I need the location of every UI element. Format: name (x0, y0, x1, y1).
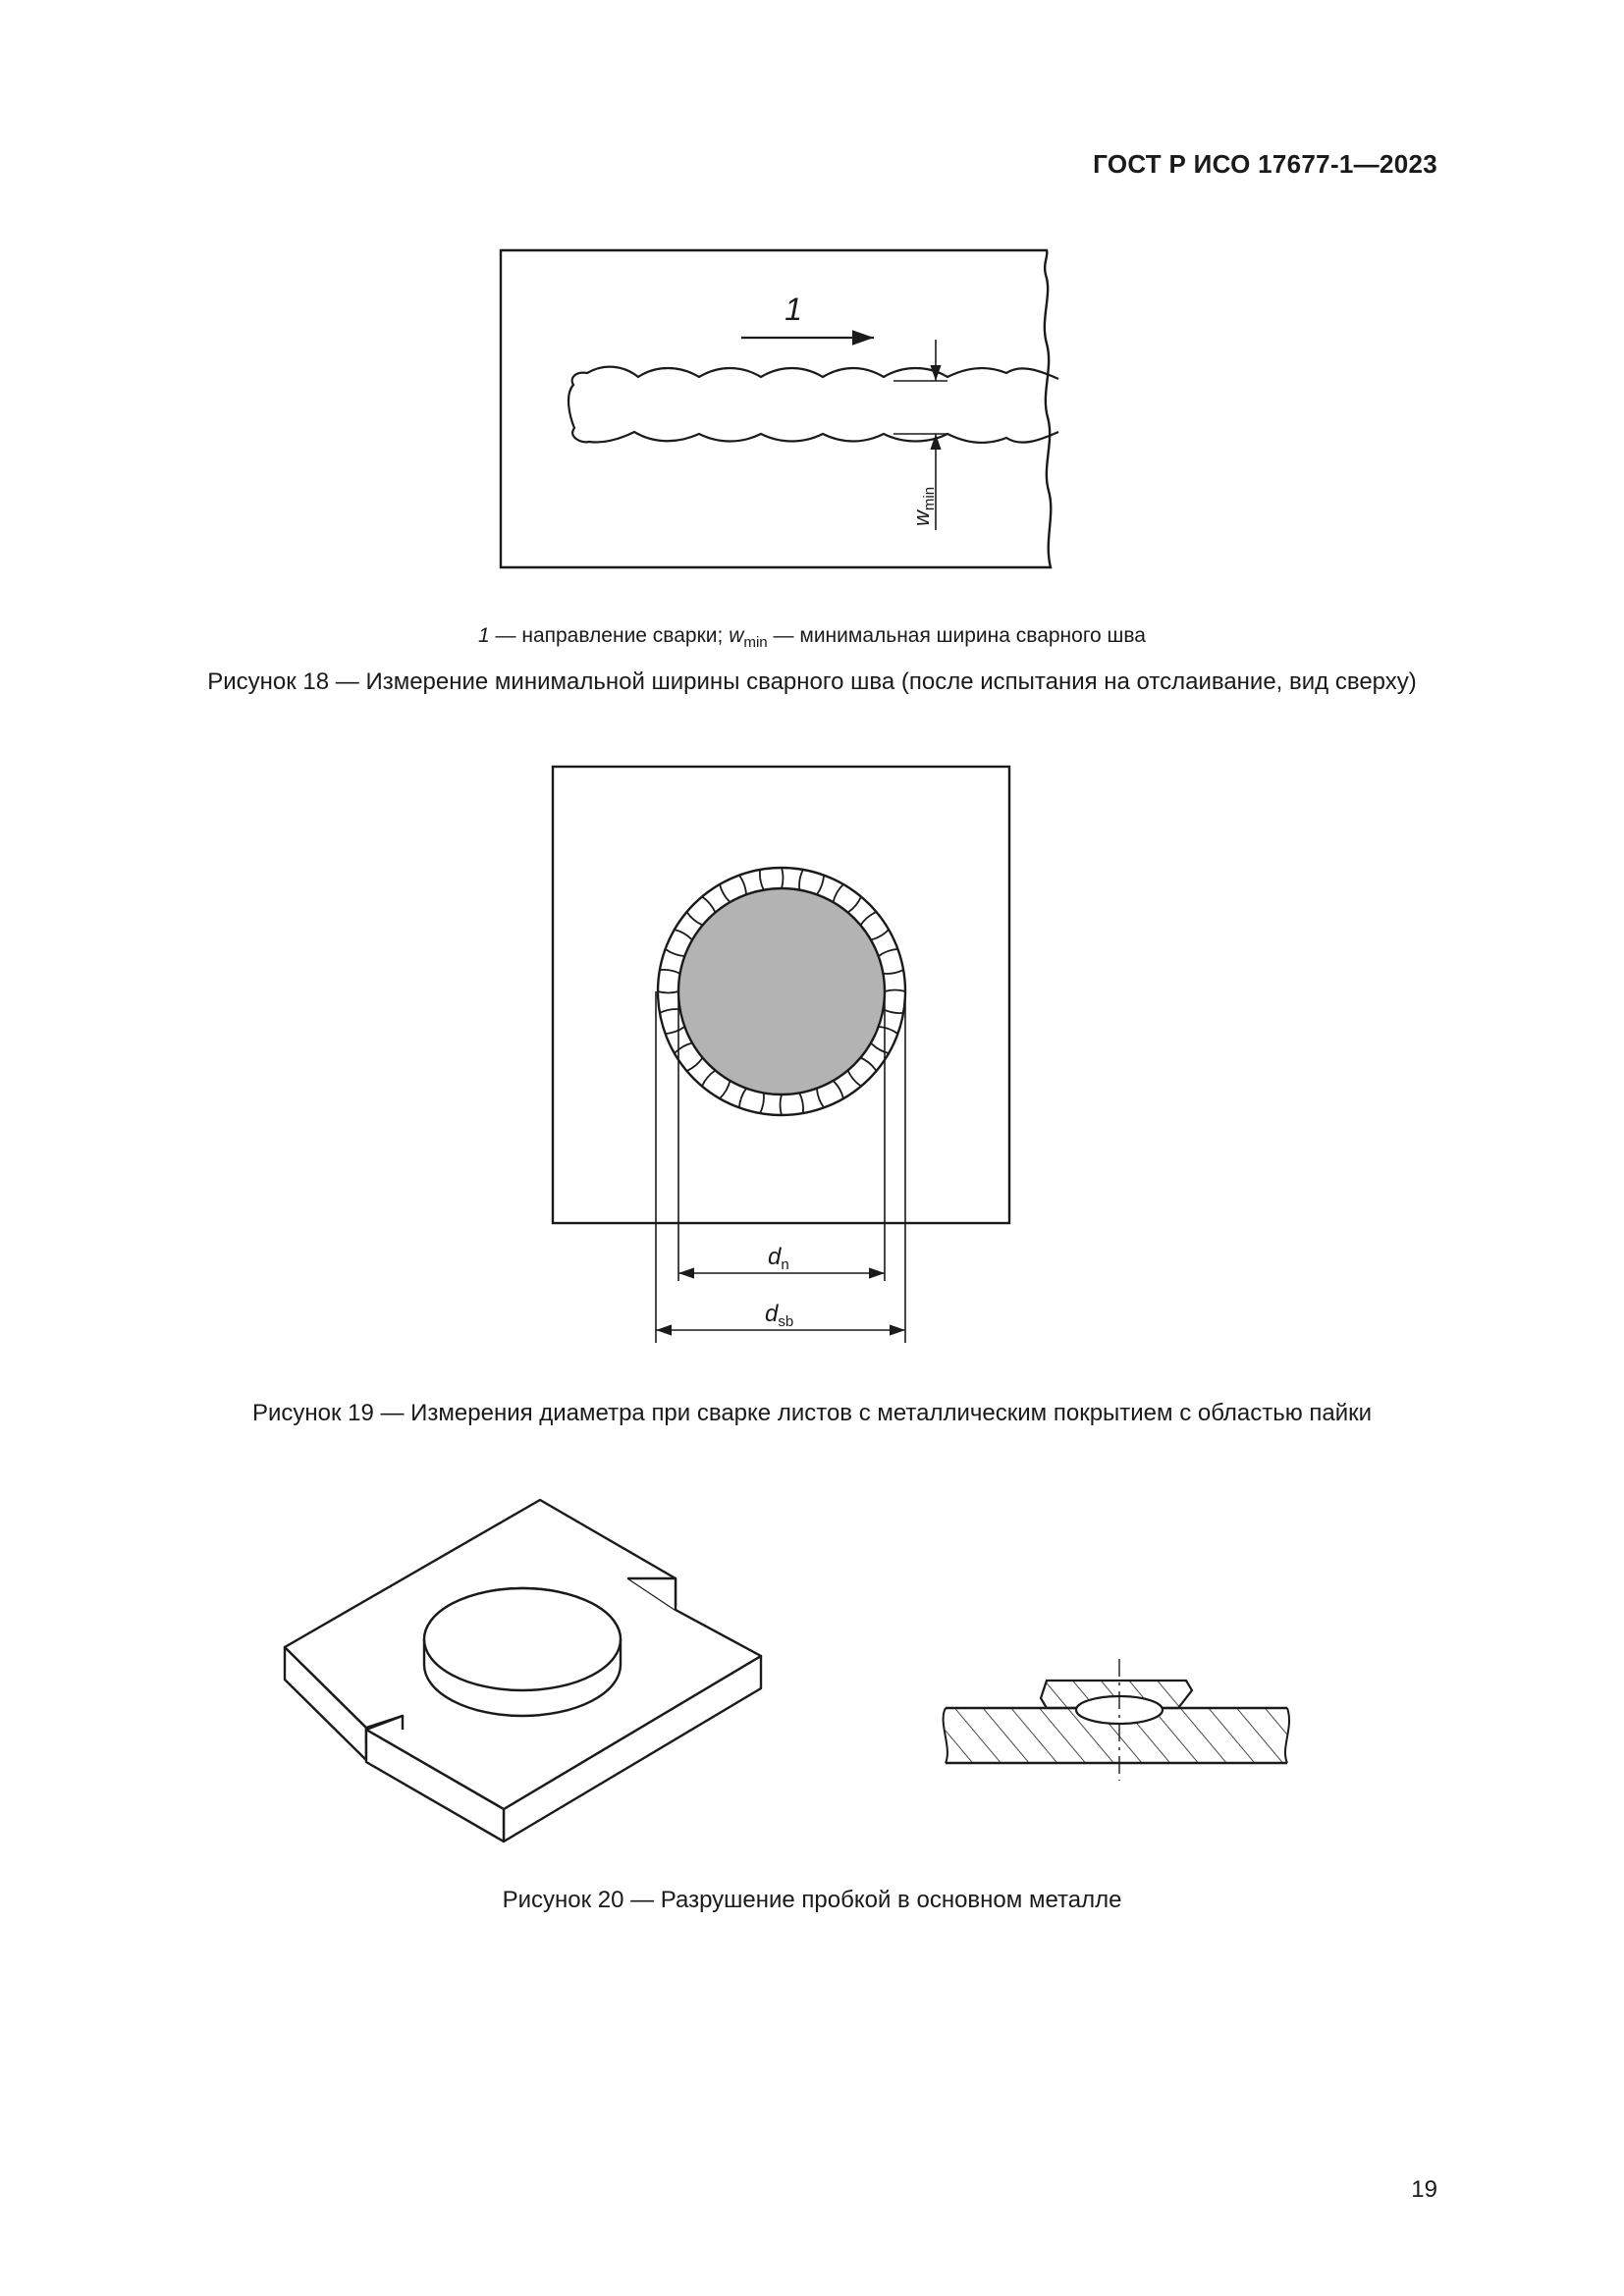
dn-label: $d_n$ (768, 1244, 789, 1273)
figure-19-caption: Рисунок 19 — Измерения диаметра при сварке листов с металлическим покрытием с областью пайки (251, 1400, 1373, 1426)
wmin-label: $w_{min}$ (909, 486, 938, 526)
figure-20-caption: Рисунок 20 — Разрушение пробкой в основном металле (502, 1887, 1122, 1913)
cross-section-view (944, 1659, 1289, 1781)
page-number: 19 (1411, 2176, 1437, 2203)
direction-label: 1 (785, 292, 802, 327)
dsb-label: $d_{sb}$ (765, 1301, 794, 1330)
document-id: ГОСТ Р ИСО 17677-1—2023 (1093, 149, 1437, 179)
figure-18-caption: Рисунок 18 — Измерение минимальной ширины сварного шва (после испытания на отслаивание, вид сверху) (207, 668, 1417, 695)
figure-18-legend: 1 — направление сварки; $w_{min}$ — минимальная ширина сварного шва (478, 624, 1146, 652)
isometric-plate-with-plug (285, 1500, 761, 1842)
